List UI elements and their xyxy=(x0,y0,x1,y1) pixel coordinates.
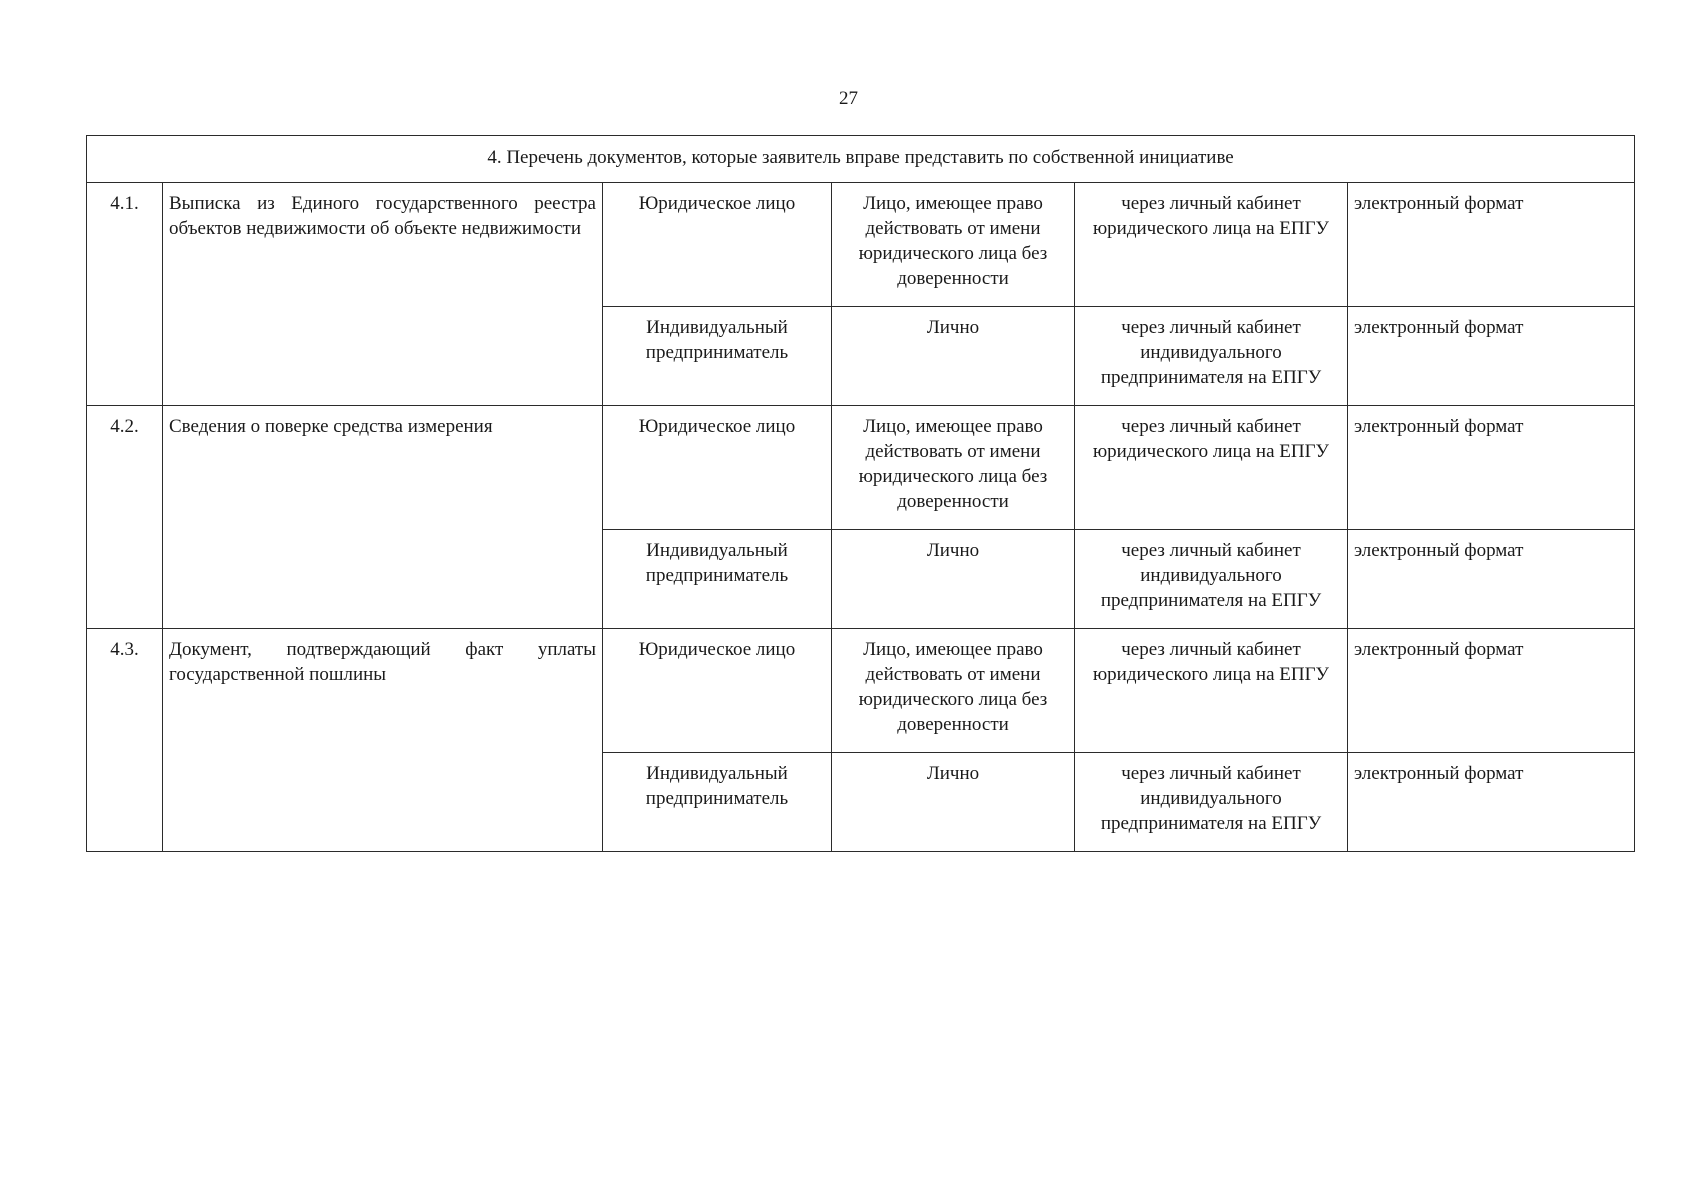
submission-channel: через личный кабинет индивидуального предпринимателя на ЕПГУ xyxy=(1075,307,1348,406)
document-format: электронный формат xyxy=(1348,629,1635,753)
applicant-category: Юридическое лицо xyxy=(603,629,832,753)
documents-table xyxy=(86,135,1635,852)
representative: Лично xyxy=(832,307,1075,406)
table-row xyxy=(87,406,1635,530)
representative: Лично xyxy=(832,530,1075,629)
submission-channel: через личный кабинет юридического лица на ЕПГУ xyxy=(1075,183,1348,307)
table-row xyxy=(87,183,1635,307)
representative: Лицо, имеющее право действовать от имени юридического лица без доверенности xyxy=(832,183,1075,307)
applicant-category: Юридическое лицо xyxy=(603,183,832,307)
applicant-category: Индивидуальный предприниматель xyxy=(603,530,832,629)
document-name: Выписка из Единого государственного реестра объектов недвижимости об объекте недвижимости xyxy=(163,183,603,406)
applicant-category: Индивидуальный предприниматель xyxy=(603,307,832,406)
submission-channel: через личный кабинет юридического лица на ЕПГУ xyxy=(1075,629,1348,753)
submission-channel: через личный кабинет юридического лица на ЕПГУ xyxy=(1075,406,1348,530)
submission-channel: через личный кабинет индивидуального предпринимателя на ЕПГУ xyxy=(1075,530,1348,629)
document-name: Сведения о поверке средства измерения xyxy=(163,406,603,629)
representative: Лицо, имеющее право действовать от имени юридического лица без доверенности xyxy=(832,629,1075,753)
applicant-category: Индивидуальный предприниматель xyxy=(603,753,832,852)
section-title: 4. Перечень документов, которые заявитель вправе представить по собственной инициативе xyxy=(87,136,1635,183)
document-format: электронный формат xyxy=(1348,753,1635,852)
item-number: 4.2. xyxy=(87,406,163,629)
document-format: электронный формат xyxy=(1348,183,1635,307)
section-header-row xyxy=(87,136,1635,183)
applicant-category: Юридическое лицо xyxy=(603,406,832,530)
page-number: 27 xyxy=(839,88,858,109)
document-format: электронный формат xyxy=(1348,530,1635,629)
submission-channel: через личный кабинет индивидуального предпринимателя на ЕПГУ xyxy=(1075,753,1348,852)
document-format: электронный формат xyxy=(1348,406,1635,530)
representative: Лично xyxy=(832,753,1075,852)
document-format: электронный формат xyxy=(1348,307,1635,406)
item-number: 4.1. xyxy=(87,183,163,406)
table-row xyxy=(87,629,1635,753)
document-name: Документ, подтверждающий факт уплаты государственной пошлины xyxy=(163,629,603,852)
item-number: 4.3. xyxy=(87,629,163,852)
representative: Лицо, имеющее право действовать от имени юридического лица без доверенности xyxy=(832,406,1075,530)
